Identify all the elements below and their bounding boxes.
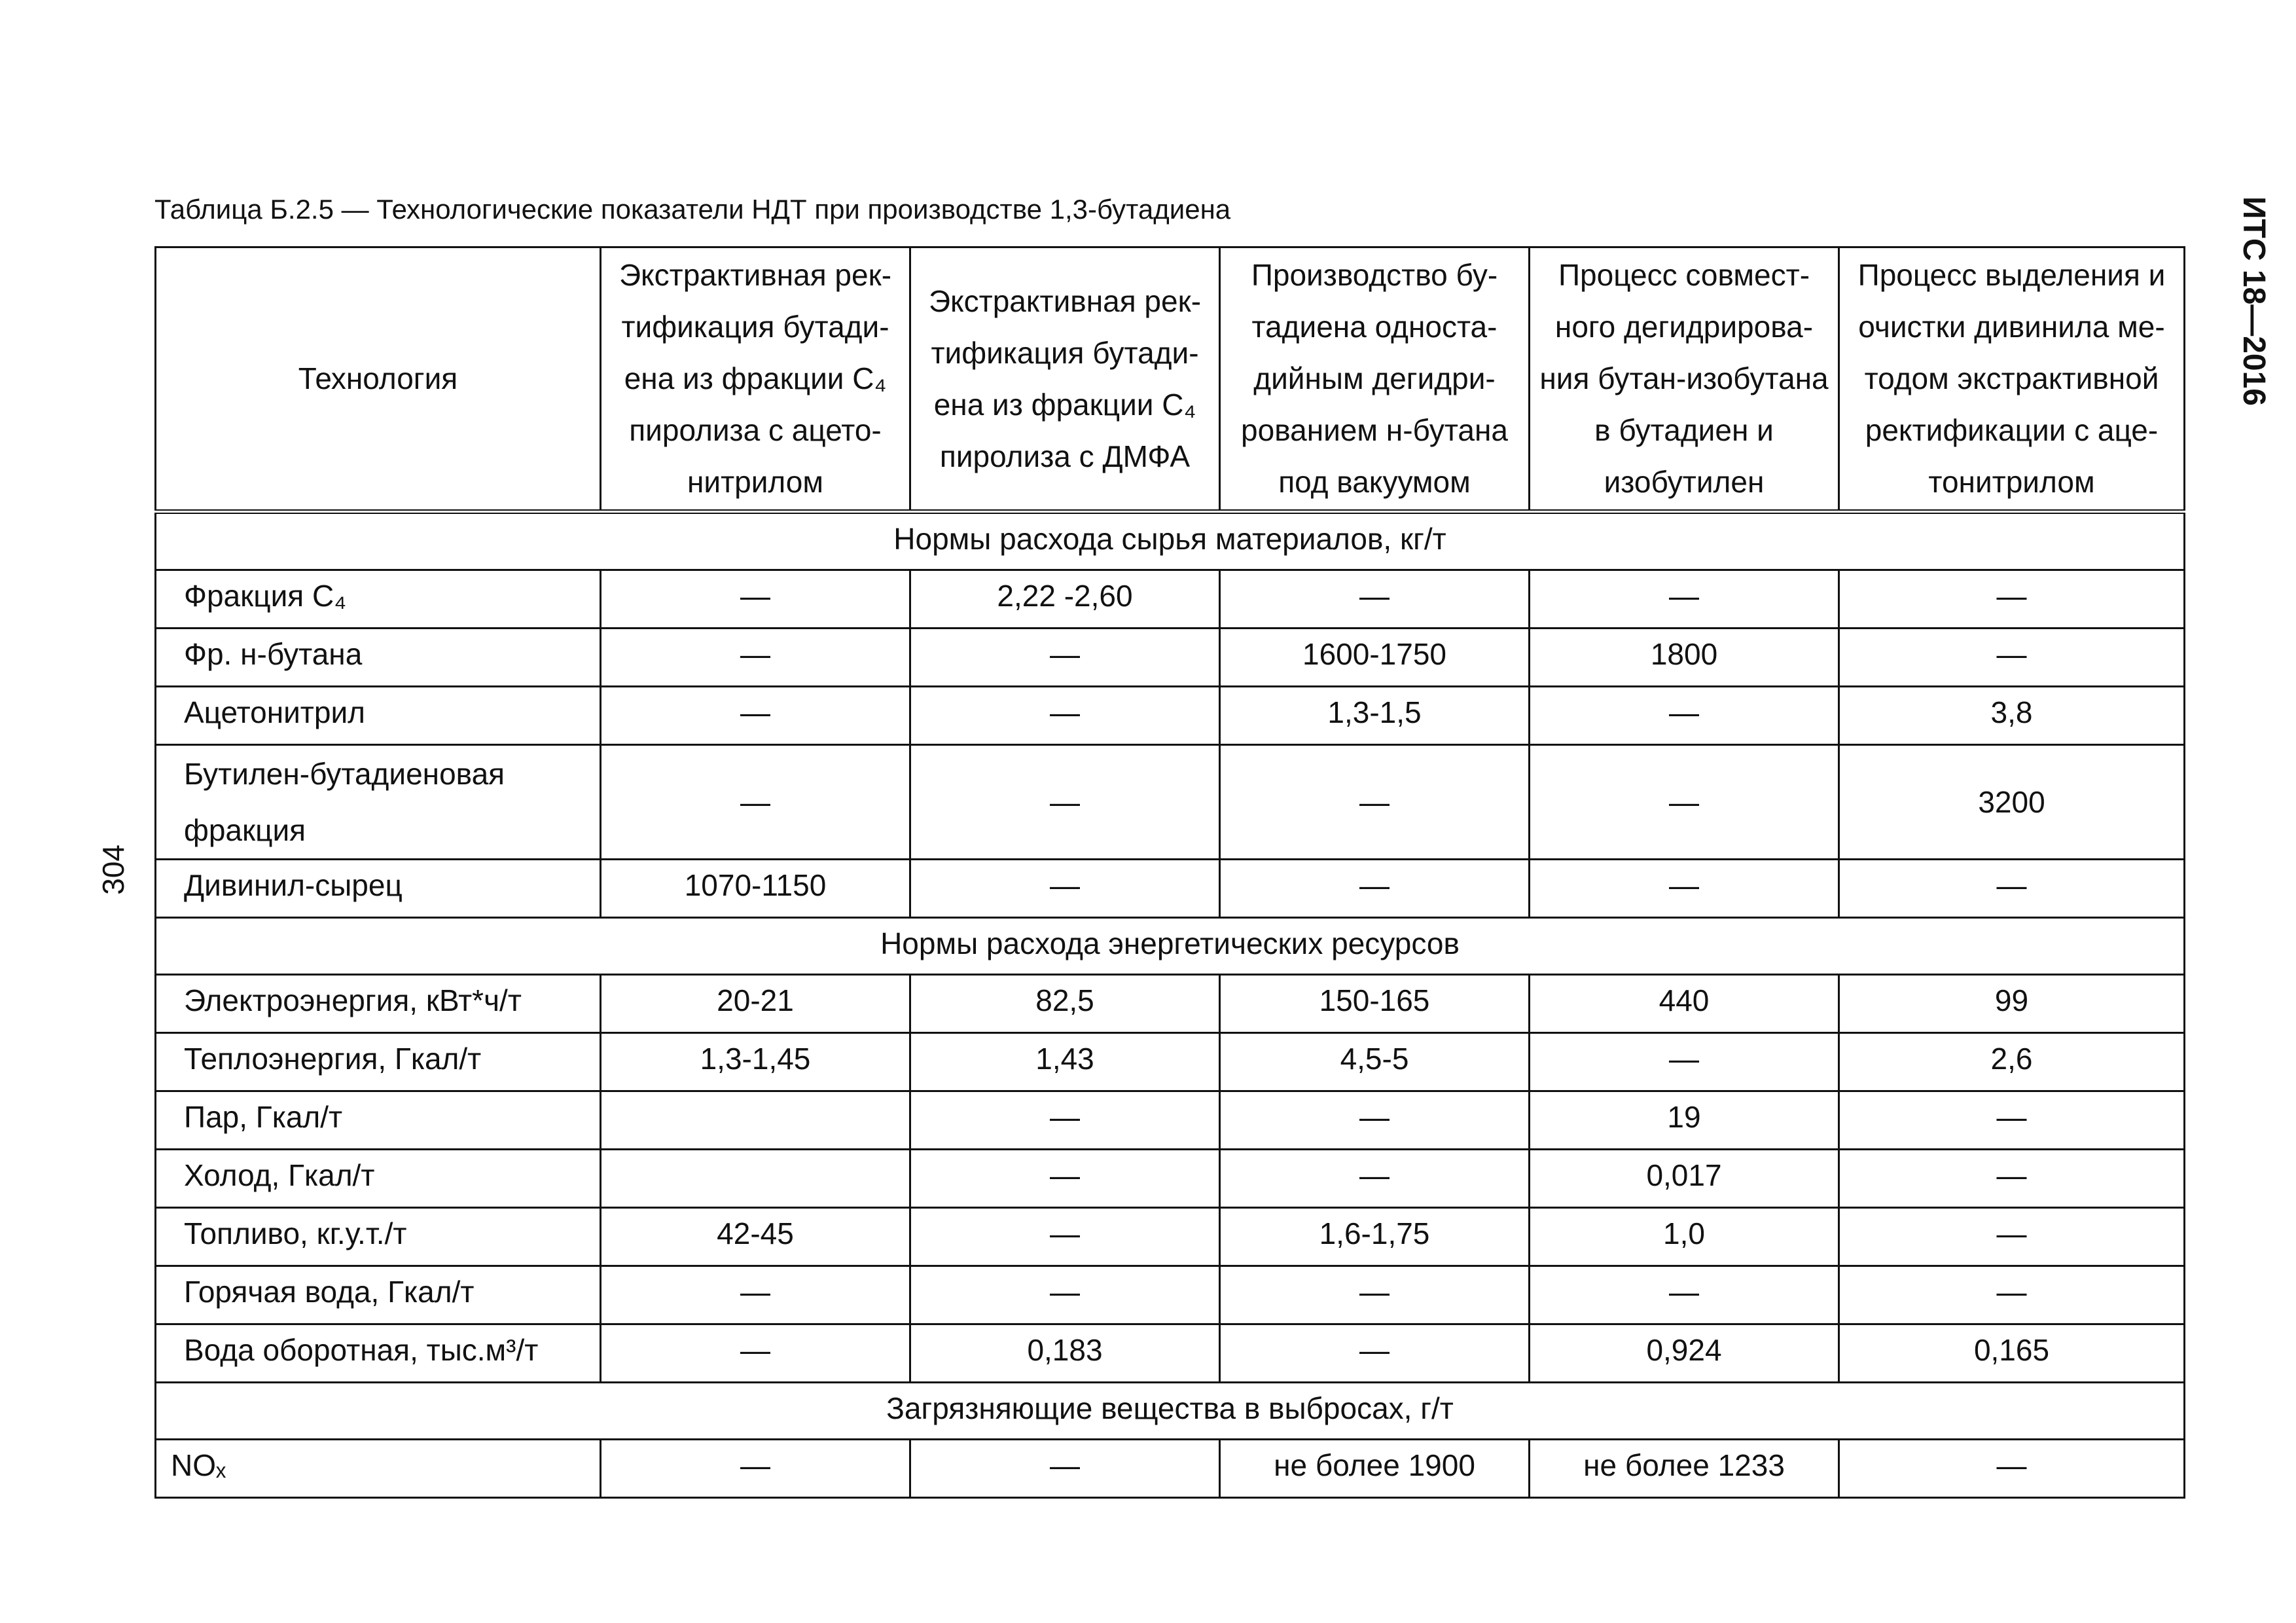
table-cell: —: [1220, 1266, 1530, 1324]
table-cell: —: [601, 1440, 910, 1498]
table-cell: не более 1233: [1530, 1440, 1839, 1498]
table-row: [156, 1150, 2185, 1208]
table-cell: —: [1839, 629, 2185, 687]
table-cell: —: [1220, 860, 1530, 918]
table-cell: 0,924: [1530, 1324, 1839, 1383]
table-cell: —: [1839, 1091, 2185, 1150]
table-cell: [601, 1150, 910, 1208]
row-label: Ацетонитрил: [156, 687, 601, 745]
table-cell: —: [910, 1440, 1220, 1498]
table-cell: —: [1839, 860, 2185, 918]
table-cell: —: [910, 687, 1220, 745]
table-cell: 20-21: [601, 975, 910, 1033]
table-cell: —: [1530, 1033, 1839, 1091]
table-cell: —: [1220, 570, 1530, 629]
bat-indicators-table: [154, 246, 2185, 1499]
table-cell: 1,3-1,45: [601, 1033, 910, 1091]
table-cell: —: [1839, 570, 2185, 629]
table-cell: [601, 1091, 910, 1150]
section-heading-row: [156, 1383, 2185, 1440]
table-row: [156, 1440, 2185, 1498]
table-cell: —: [1530, 570, 1839, 629]
table-cell: —: [1530, 1266, 1839, 1324]
row-label: Топливо, кг.у.т./т: [156, 1208, 601, 1266]
row-label: Холод, Гкал/т: [156, 1150, 601, 1208]
row-label: Электроэнергия, кВт*ч/т: [156, 975, 601, 1033]
table-header-row: [156, 247, 2185, 512]
row-label: Фр. н-бутана: [156, 629, 601, 687]
section-title: Нормы расхода энергетических ресурсов: [156, 918, 2185, 975]
header-col-2: Экстрактивная ректификация бутадиена из фракции С₄ пиролиза с ДМФА: [910, 247, 1220, 512]
row-label: Пар, Гкал/т: [156, 1091, 601, 1150]
table-cell: 19: [1530, 1091, 1839, 1150]
row-label: Вода оборотная, тыс.м³/т: [156, 1324, 601, 1383]
table-cell: —: [1839, 1208, 2185, 1266]
table-cell: 0,017: [1530, 1150, 1839, 1208]
table-cell: —: [601, 570, 910, 629]
row-label: NOₓ: [156, 1440, 601, 1498]
table-cell: —: [910, 860, 1220, 918]
table-cell: —: [601, 745, 910, 860]
table-cell: 1070-1150: [601, 860, 910, 918]
table-cell: —: [910, 1266, 1220, 1324]
table-cell: 0,183: [910, 1324, 1220, 1383]
row-label: Горячая вода, Гкал/т: [156, 1266, 601, 1324]
table-cell: —: [910, 1091, 1220, 1150]
table-cell: —: [910, 629, 1220, 687]
document-code-header: ИТС 18—2016: [2236, 196, 2271, 406]
table-cell: 1,6-1,75: [1220, 1208, 1530, 1266]
section-title: Нормы расхода сырья материалов, кг/т: [156, 512, 2185, 570]
table-cell: —: [601, 629, 910, 687]
header-col-3: Производство бутадиена одностадийным дегидрированием н-бутана под вакуумом: [1220, 247, 1530, 512]
table-cell: —: [1220, 1091, 1530, 1150]
table-cell: 4,5-5: [1220, 1033, 1530, 1091]
table-cell: 2,6: [1839, 1033, 2185, 1091]
table-cell: 82,5: [910, 975, 1220, 1033]
header-technology: Технология: [156, 247, 601, 512]
table-row: [156, 1208, 2185, 1266]
table-cell: —: [910, 745, 1220, 860]
table-cell: 99: [1839, 975, 2185, 1033]
row-label: Дивинил-сырец: [156, 860, 601, 918]
table-cell: —: [1530, 860, 1839, 918]
row-label: Теплоэнергия, Гкал/т: [156, 1033, 601, 1091]
table-cell: —: [601, 1324, 910, 1383]
table-row: [156, 860, 2185, 918]
table-cell: —: [1839, 1266, 2185, 1324]
table-row: [156, 570, 2185, 629]
table-row: [156, 1324, 2185, 1383]
table-cell: —: [601, 1266, 910, 1324]
table-cell: —: [1839, 1440, 2185, 1498]
row-label: Фракция С₄: [156, 570, 601, 629]
table-cell: не более 1900: [1220, 1440, 1530, 1498]
table-cell: —: [1530, 745, 1839, 860]
page-number: 304: [96, 845, 130, 895]
table-cell: 150-165: [1220, 975, 1530, 1033]
table-cell: 42-45: [601, 1208, 910, 1266]
table-cell: —: [1530, 687, 1839, 745]
table-cell: —: [1220, 745, 1530, 860]
section-heading-row: [156, 918, 2185, 975]
header-col-1: Экстрактивная ректификация бутадиена из фракции С₄ пиролиза с ацетонитрилом: [601, 247, 910, 512]
table-row: [156, 1091, 2185, 1150]
table-row: [156, 975, 2185, 1033]
table-cell: —: [1220, 1324, 1530, 1383]
header-col-5: Процесс выделения и очистки дивинила методом экстрактивной ректификации с ацетонитрилом: [1839, 247, 2185, 512]
row-label: Бутилен-бутадиеновая фракция: [156, 745, 601, 860]
table-row: [156, 1033, 2185, 1091]
table-cell: —: [910, 1150, 1220, 1208]
table-row: [156, 745, 2185, 860]
table-row: [156, 1266, 2185, 1324]
table-cell: 440: [1530, 975, 1839, 1033]
table-cell: —: [1220, 1150, 1530, 1208]
table-cell: 3200: [1839, 745, 2185, 860]
table-cell: —: [601, 687, 910, 745]
header-col-4: Процесс совместного дегидрирования бутан-изобутана в бутадиен и изобутилен: [1530, 247, 1839, 512]
table-cell: 1,3-1,5: [1220, 687, 1530, 745]
table-row: [156, 629, 2185, 687]
table-cell: 1600-1750: [1220, 629, 1530, 687]
table-cell: 3,8: [1839, 687, 2185, 745]
table-cell: —: [910, 1208, 1220, 1266]
section-heading-row: [156, 512, 2185, 570]
table-row: [156, 687, 2185, 745]
table-cell: 1800: [1530, 629, 1839, 687]
table-cell: —: [1839, 1150, 2185, 1208]
table-caption: Таблица Б.2.5 — Технологические показатели НДТ при производстве 1,3-бутадиена: [154, 194, 1231, 225]
table-cell: 0,165: [1839, 1324, 2185, 1383]
table-cell: 1,0: [1530, 1208, 1839, 1266]
table-cell: 1,43: [910, 1033, 1220, 1091]
section-title: Загрязняющие вещества в выбросах, г/т: [156, 1383, 2185, 1440]
table-cell: 2,22 -2,60: [910, 570, 1220, 629]
